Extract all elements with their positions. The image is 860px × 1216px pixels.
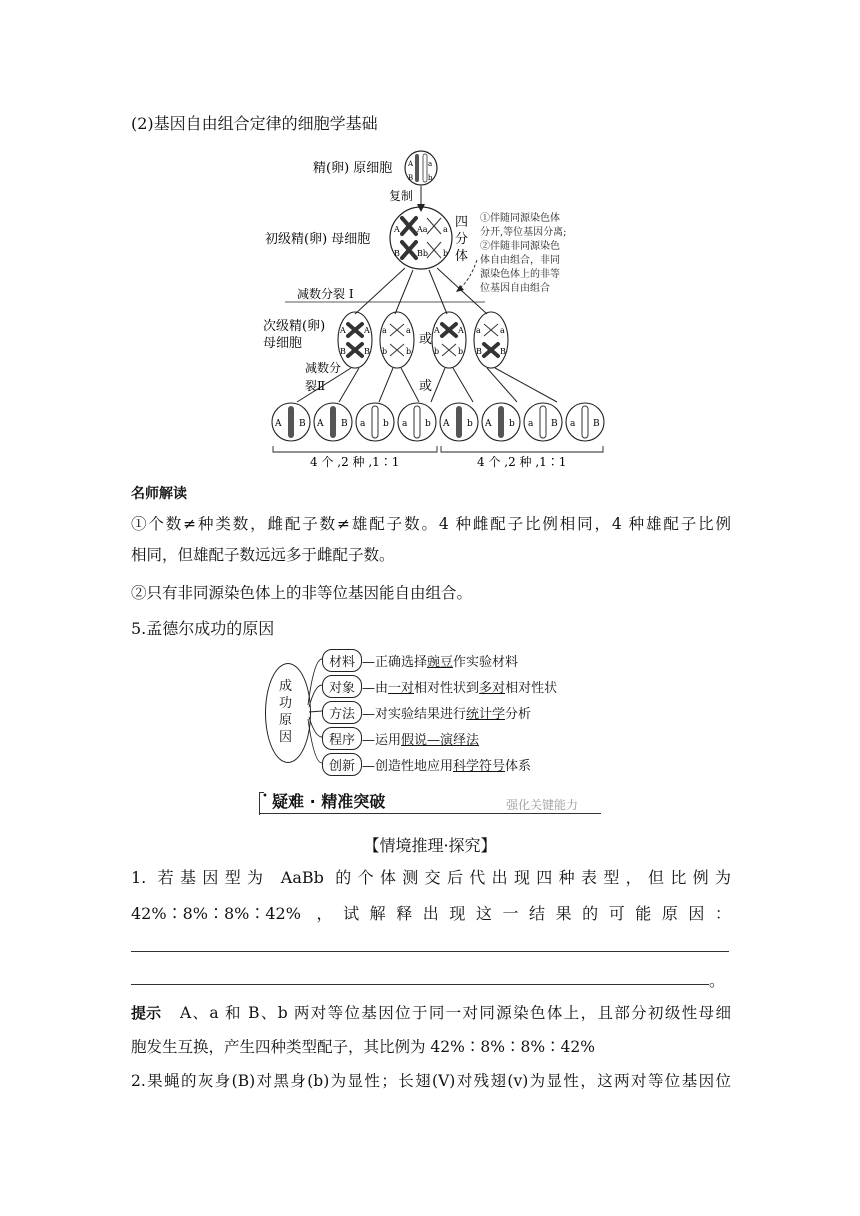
gamete-letter: b (509, 419, 515, 429)
center-char: 功 (279, 696, 293, 711)
note-line-1: ①伴随同源染色体 (480, 213, 560, 224)
primary-cell-label: 初级精(卵) 母细胞 (265, 232, 371, 247)
teacher-note-title: 名师解读 (131, 486, 187, 502)
row-text: —创造性地应用 (362, 758, 454, 774)
answer-line[interactable] (131, 950, 729, 952)
row-text: —由 (362, 680, 389, 696)
sec-letter: A (364, 326, 370, 335)
meiosis-diagram (255, 140, 605, 470)
secondary-label-2: 母细胞 (263, 336, 303, 351)
sec-letter: a (406, 326, 411, 335)
inquiry-title: 【情境推理·探究】 (363, 836, 497, 855)
gamete-letter: a (360, 419, 366, 429)
teacher-note-line-1: ①个数≠种类数，雌配子数≠雄配子数。4 种雌配子比例相同，4 种雄配子比例 (131, 515, 731, 533)
banner-subtitle: 强化关键能力 (506, 798, 579, 812)
mendel-row (322, 753, 531, 775)
sec-letter: A (434, 326, 440, 335)
answer-line[interactable] (131, 983, 709, 985)
tag-innovation: 创新 (322, 753, 362, 776)
gamete-letter: B (341, 419, 348, 429)
center-char: 原 (279, 713, 293, 728)
sec-letter: B (340, 347, 346, 356)
sec-letter: b (458, 347, 464, 356)
meiosis-2-label-2: 裂Ⅱ (305, 379, 326, 393)
mendel-diagram (262, 645, 612, 785)
section-heading: (2)基因自由组合定律的细胞学基础 (131, 114, 378, 133)
secondary-cell (432, 312, 466, 368)
sec-letter: A (458, 326, 464, 335)
note-line-3: ②伴随非同源染色 (480, 241, 560, 252)
row-key: 多对 (479, 680, 506, 696)
svg-text:B: B (394, 249, 400, 258)
tag-object: 对象 (322, 675, 362, 698)
count-left: 4 个 ,2 种 ,1∶1 (310, 455, 400, 469)
tag-procedure: 程序 (322, 727, 362, 750)
count-right: 4 个 ,2 种 ,1∶1 (477, 455, 567, 469)
note-line-5: 源染色体上的非等 (480, 269, 560, 280)
row-text: 分析 (505, 706, 532, 722)
hint-line-1: A、a 和 B、b 两对等位基因位于同一对同源染色体上，且部分初级性母细 (180, 1004, 731, 1022)
gene-A-label: A (408, 160, 414, 168)
gamete-letter: A (485, 419, 492, 429)
hint-line-2: 胞发生互换，产生四种类型配子，其比例为 42%∶8%∶8%∶42% (131, 1038, 596, 1056)
mendel-row (322, 727, 479, 749)
sec-letter: b (434, 347, 440, 356)
svg-text:a: a (443, 225, 448, 234)
row-key: 一对 (388, 680, 415, 696)
gamete-letter: A (317, 419, 324, 429)
gene-b-label: b (428, 174, 433, 182)
row-key: 科学符号 (453, 758, 506, 774)
gamete-letter: a (402, 419, 408, 429)
primary-cell (390, 207, 452, 269)
or-label: 或 (419, 332, 433, 347)
tag-material: 材料 (322, 649, 362, 672)
center-char: 成 (279, 679, 293, 694)
gamete-letter: A (275, 419, 282, 429)
gamete-letter: a (570, 419, 576, 429)
tag-method: 方法 (322, 701, 362, 724)
row-key: 豌豆 (427, 654, 454, 670)
svg-text:Bb: Bb (417, 249, 428, 258)
row-text: 相对性状 (505, 680, 558, 696)
sec-letter: b (406, 347, 412, 356)
gamete-letter: b (425, 419, 431, 429)
gene-a-label: a (428, 160, 433, 168)
meiosis-2-label-1: 减数分 (305, 361, 342, 375)
svg-text:b: b (443, 249, 449, 258)
sec-letter: A (340, 326, 346, 335)
question-1-line-1: 1. 若基因型为 AaBb 的个体测交后代出现四种表型，但比例为 (131, 868, 731, 887)
row-key: 假说—演绎法 (401, 732, 480, 748)
row-text: 作实验材料 (453, 654, 519, 670)
secondary-label-1: 次级精(卵) (263, 319, 326, 334)
row-text: —运用 (362, 732, 402, 748)
gamete-letter: a (528, 419, 534, 429)
secondary-cell (474, 312, 508, 368)
row-key: 统计学 (466, 706, 506, 722)
gamete-letter: A (443, 419, 450, 429)
mendel-row (322, 649, 518, 671)
row-text: —正确选择 (362, 654, 428, 670)
secondary-cell (380, 312, 414, 368)
secondary-cell (338, 312, 372, 368)
question-2-line-1: 2.果蝇的灰身(B)对黑身(b)为显性；长翅(V)对残翅(v)为显性，这两对等位基因位 (131, 1072, 731, 1090)
teacher-note-line-3: ②只有非同源染色体上的非等位基因能自由组合。 (131, 584, 473, 602)
note-line-4: 体自由组合，非同 (480, 255, 560, 266)
meiosis-1-label: 减数分裂 I (297, 287, 354, 301)
gamete-letter: B (299, 419, 306, 429)
sec-letter: B (500, 347, 506, 356)
tetrad-label-2: 分 (455, 232, 469, 247)
hint-label: 提示 (131, 1004, 162, 1022)
note-line-6: 位基因自由组合 (480, 283, 550, 294)
copy-label: 复制 (389, 189, 414, 203)
primordial-cell-label: 精(卵) 原细胞 (313, 161, 393, 176)
gamete-letter: B (551, 419, 558, 429)
section-banner: • 疑难 · 精准突破 强化关键能力 (259, 789, 601, 815)
sec-letter: a (500, 326, 505, 335)
answer-end-mark: 。 (709, 971, 726, 990)
gamete-letter: b (383, 419, 389, 429)
sec-letter: a (382, 326, 387, 335)
svg-text:A: A (394, 225, 400, 234)
sec-letter: a (476, 326, 481, 335)
gamete-letter: B (593, 419, 600, 429)
row-text: 体系 (505, 758, 532, 774)
center-char: 因 (279, 730, 293, 745)
sec-letter: B (476, 347, 482, 356)
note-line-2: 分开,等位基因分离; (480, 227, 567, 238)
sec-letter: B (364, 347, 370, 356)
sec-letter: b (382, 347, 388, 356)
banner-title: 疑难 · 精准突破 (272, 792, 386, 811)
teacher-note-line-2: 相同，但雄配子数远远多于雌配子数。 (131, 546, 395, 564)
question-1-line-2: 42%∶8%∶8%∶42% ，试解释出现这一结果的可能原因： (131, 904, 731, 923)
gene-B-label: B (408, 174, 414, 182)
gamete-letter: b (467, 419, 473, 429)
svg-text:Aa: Aa (417, 225, 428, 234)
row-text: —对实验结果进行 (362, 706, 467, 722)
mendel-row (322, 701, 531, 723)
tetrad-label-3: 体 (455, 249, 469, 264)
row-text: 相对性状到 (414, 680, 480, 696)
or-label: 或 (419, 379, 433, 394)
mendel-heading: 5.孟德尔成功的原因 (131, 619, 275, 638)
mendel-row (322, 675, 557, 697)
tetrad-label-1: 四 (455, 215, 469, 230)
